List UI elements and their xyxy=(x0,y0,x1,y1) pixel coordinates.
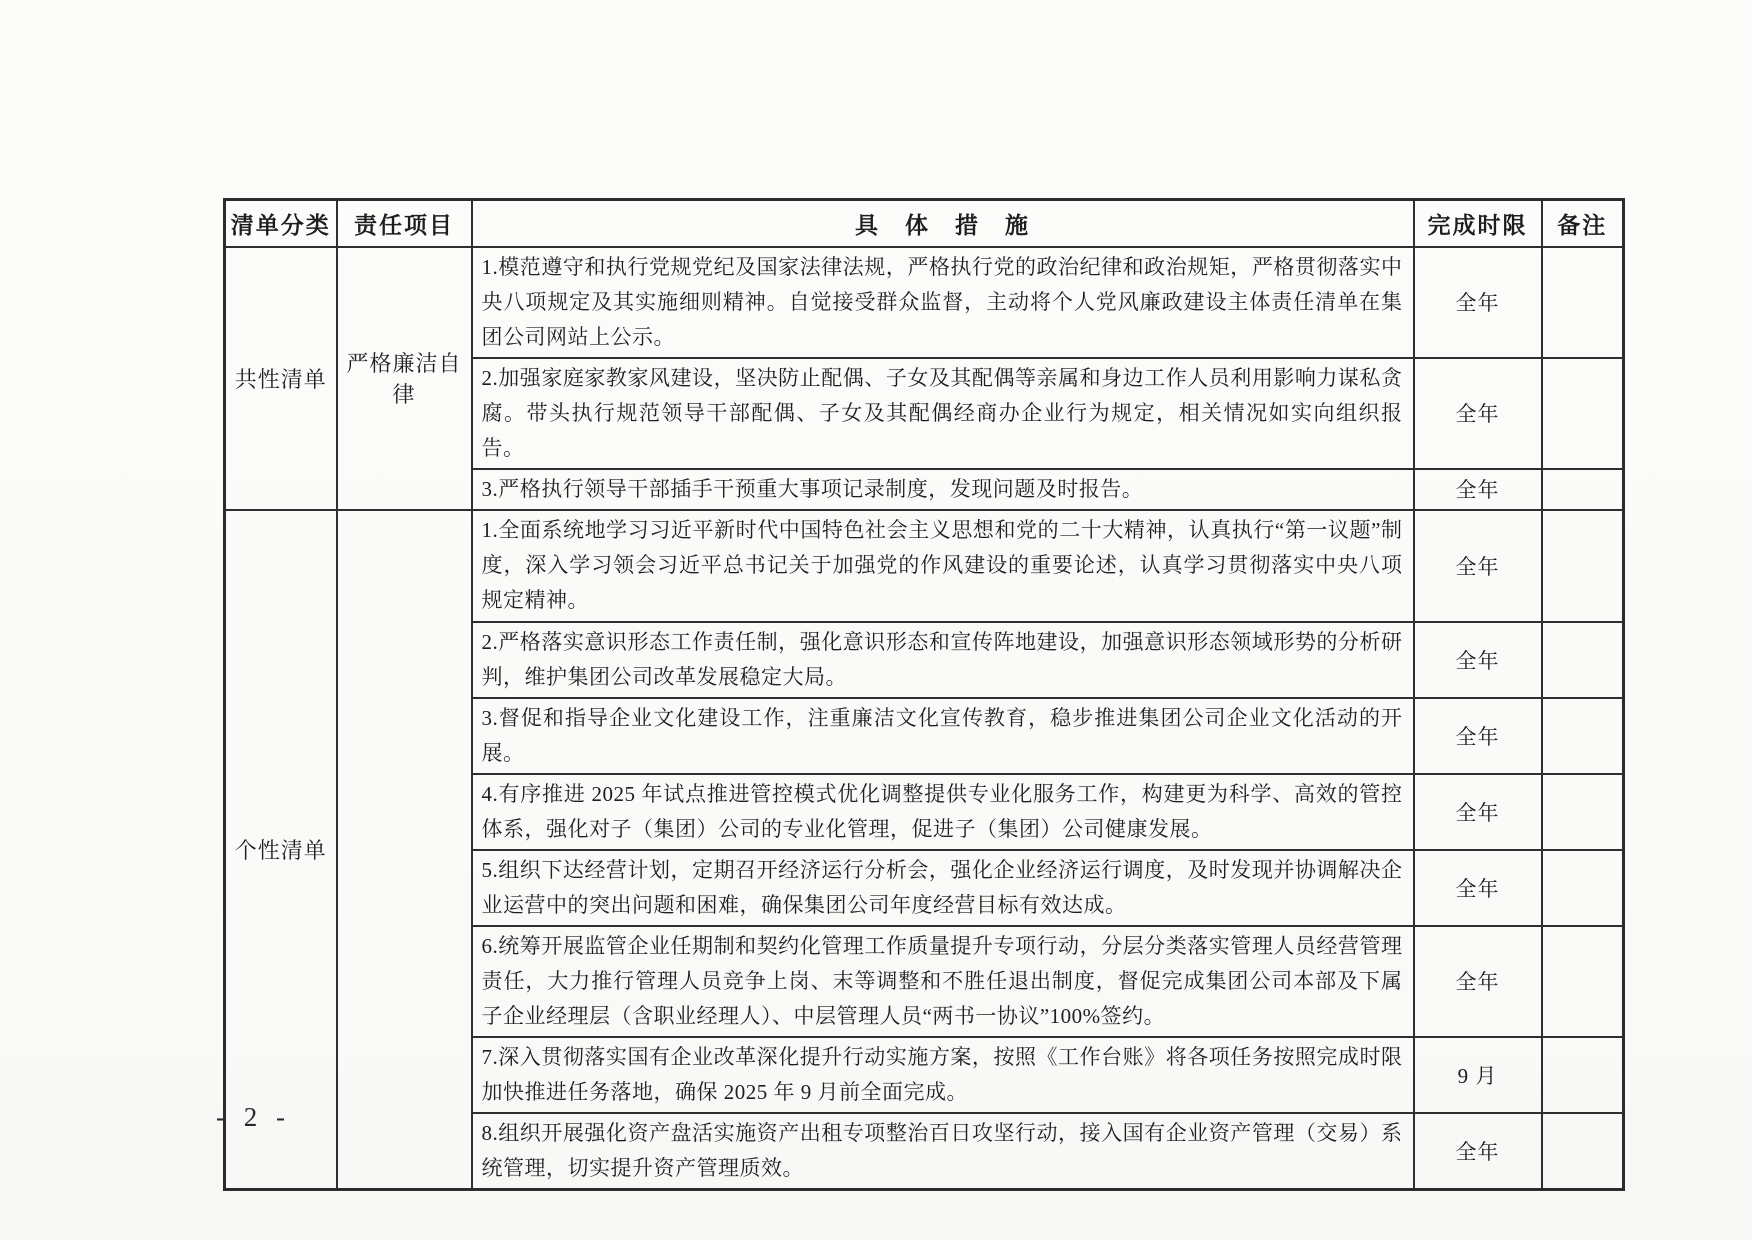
measure-cell: 2.加强家庭家教家风建设，坚决防止配偶、子女及其配偶等亲属和身边工作人员利用影响力谋私贪腐。带头执行规范领导干部配偶、子女及其配偶经商办企业行为规定，相关情况如实向组织报告。 xyxy=(472,358,1414,469)
remark-cell xyxy=(1542,698,1624,774)
measure-cell: 4.有序推进 2025 年试点推进管控模式优化调整提供专业化服务工作，构建更为科学、高效的管控体系，强化对子（集团）公司的专业化管理，促进子（集团）公司健康发展。 xyxy=(472,774,1414,850)
measure-cell: 1.模范遵守和执行党规党纪及国家法律法规，严格执行党的政治纪律和政治规矩，严格贯彻落实中央八项规定及其实施细则精神。自觉接受群众监督，主动将个人党风廉政建设主体责任清单在集团公司网站上公示。 xyxy=(472,247,1414,358)
header-measures: 具 体 措 施 xyxy=(472,200,1414,247)
deadline-cell: 全年 xyxy=(1414,358,1542,469)
responsibility-cell-common: 严格廉洁自律 xyxy=(337,247,472,510)
deadline-cell: 全年 xyxy=(1414,622,1542,698)
deadline-cell: 全年 xyxy=(1414,247,1542,358)
remark-cell xyxy=(1542,622,1624,698)
category-cell-individual: 个性清单 xyxy=(225,510,337,1190)
category-cell-common: 共性清单 xyxy=(225,247,337,510)
header-deadline: 完成时限 xyxy=(1414,200,1542,247)
measure-cell: 8.组织开展强化资产盘活实施资产出租专项整治百日攻坚行动，接入国有企业资产管理（交易）系统管理，切实提升资产管理质效。 xyxy=(472,1113,1414,1190)
deadline-cell: 全年 xyxy=(1414,926,1542,1037)
header-remark: 备注 xyxy=(1542,200,1624,247)
responsibility-cell-individual xyxy=(337,510,472,1190)
measure-cell: 2.严格落实意识形态工作责任制，强化意识形态和宣传阵地建设，加强意识形态领域形势的分析研判，维护集团公司改革发展稳定大局。 xyxy=(472,622,1414,698)
remark-cell xyxy=(1542,1037,1624,1113)
remark-cell xyxy=(1542,774,1624,850)
deadline-cell: 9 月 xyxy=(1414,1037,1542,1113)
table-row xyxy=(225,247,1624,358)
remark-cell xyxy=(1542,850,1624,926)
measure-cell: 7.深入贯彻落实国有企业改革深化提升行动实施方案，按照《工作台账》将各项任务按照完成时限加快推进任务落地，确保 2025 年 9 月前全面完成。 xyxy=(472,1037,1414,1113)
deadline-cell: 全年 xyxy=(1414,774,1542,850)
remark-cell xyxy=(1542,469,1624,510)
measure-cell: 1.全面系统地学习习近平新时代中国特色社会主义思想和党的二十大精神，认真执行“第一议题”制度，深入学习领会习近平总书记关于加强党的作风建设的重要论述，认真学习贯彻落实中央八项规定精神。 xyxy=(472,510,1414,622)
deadline-cell: 全年 xyxy=(1414,698,1542,774)
deadline-cell: 全年 xyxy=(1414,850,1542,926)
table-row xyxy=(225,510,1624,622)
page-number: - 2 - xyxy=(216,1102,291,1132)
measure-cell: 5.组织下达经营计划，定期召开经济运行分析会，强化企业经济运行调度，及时发现并协调解决企业运营中的突出问题和困难，确保集团公司年度经营目标有效达成。 xyxy=(472,850,1414,926)
remark-cell xyxy=(1542,1113,1624,1190)
header-category: 清单分类 xyxy=(225,200,337,247)
measure-cell: 3.严格执行领导干部插手干预重大事项记录制度，发现问题及时报告。 xyxy=(472,469,1414,510)
remark-cell xyxy=(1542,247,1624,358)
remark-cell xyxy=(1542,926,1624,1037)
measure-cell: 6.统筹开展监管企业任期制和契约化管理工作质量提升专项行动，分层分类落实管理人员经营管理责任，大力推行管理人员竞争上岗、末等调整和不胜任退出制度，督促完成集团公司本部及下属子企业经理层（含职业经理人）、中层管理人员“两书一协议”100%签约。 xyxy=(472,926,1414,1037)
deadline-cell: 全年 xyxy=(1414,510,1542,622)
deadline-cell: 全年 xyxy=(1414,469,1542,510)
header-responsibility: 责任项目 xyxy=(337,200,472,247)
table-header-row xyxy=(225,200,1624,247)
deadline-cell: 全年 xyxy=(1414,1113,1542,1190)
remark-cell xyxy=(1542,510,1624,622)
remark-cell xyxy=(1542,358,1624,469)
measure-cell: 3.督促和指导企业文化建设工作，注重廉洁文化宣传教育，稳步推进集团公司企业文化活动的开展。 xyxy=(472,698,1414,774)
responsibility-checklist-table xyxy=(223,198,1625,1191)
